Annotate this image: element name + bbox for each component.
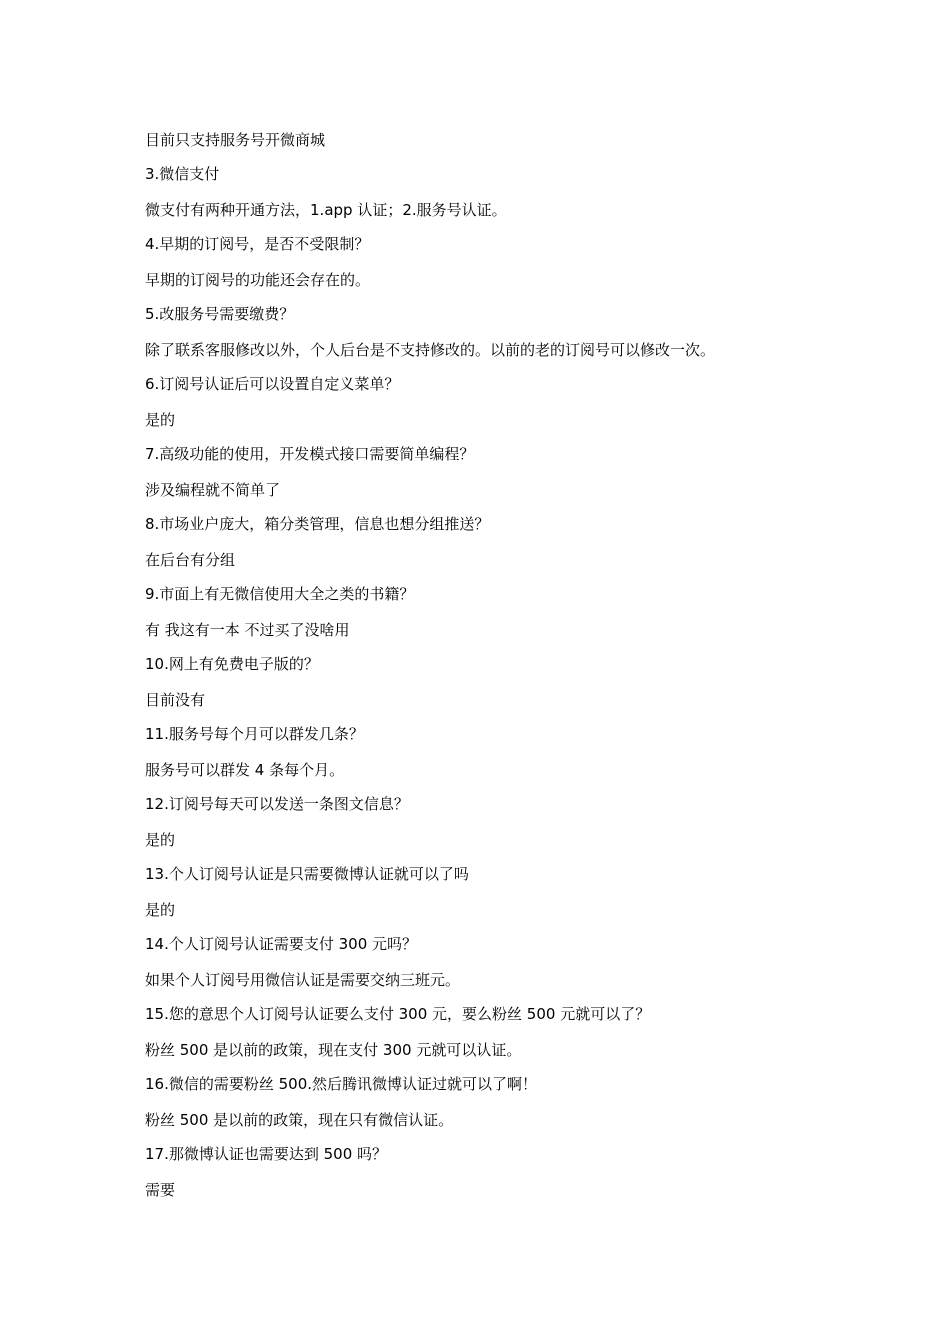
question-15: 15.您的意思个人订阅号认证要么支付 300 元，要么粉丝 500 元就可以了？ — [145, 1005, 651, 1023]
document-body — [145, 128, 845, 1212]
answer-6: 是的 — [145, 411, 176, 429]
question-7: 7.高级功能的使用，开发模式接口需要简单编程？ — [145, 445, 475, 463]
question-8: 8.市场业户庞大，箱分类管理，信息也想分组推送？ — [145, 515, 490, 533]
question-9: 9.市面上有无微信使用大全之类的书籍？ — [145, 585, 415, 603]
intro-text: 目前只支持服务号开微商城 — [145, 131, 326, 149]
answer-13: 是的 — [145, 901, 176, 919]
question-10: 10.网上有免费电子版的？ — [145, 655, 319, 673]
question-13: 13.个人订阅号认证是只需要微博认证就可以了吗 — [145, 865, 469, 883]
answer-14: 如果个人订阅号用微信认证是需要交纳三班元。 — [145, 971, 461, 989]
answer-4: 早期的订阅号的功能还会存在的。 — [145, 271, 371, 289]
question-17: 17.那微博认证也需要达到 500 吗？ — [145, 1145, 388, 1163]
question-11: 11.服务号每个月可以群发几条？ — [145, 725, 364, 743]
answer-3: 微支付有两种开通方法，1.app 认证；2.服务号认证。 — [145, 201, 507, 219]
question-5: 5.改服务号需要缴费？ — [145, 305, 295, 323]
question-16: 16.微信的需要粉丝 500.然后腾讯微博认证过就可以了啊！ — [145, 1075, 538, 1093]
question-3: 3.微信支付 — [145, 165, 220, 183]
question-14: 14.个人订阅号认证需要支付 300 元吗？ — [145, 935, 418, 953]
answer-7: 涉及编程就不简单了 — [145, 481, 281, 499]
answer-17: 需要 — [145, 1181, 176, 1199]
answer-12: 是的 — [145, 831, 176, 849]
answer-15: 粉丝 500 是以前的政策，现在支付 300 元就可以认证。 — [145, 1041, 522, 1059]
answer-11: 服务号可以群发 4 条每个月。 — [145, 761, 345, 779]
question-6: 6.订阅号认证后可以设置自定义菜单？ — [145, 375, 400, 393]
question-12: 12.订阅号每天可以发送一条图文信息？ — [145, 795, 409, 813]
answer-9: 有 我这有一本 不过买了没啥用 — [145, 621, 350, 639]
answer-16: 粉丝 500 是以前的政策，现在只有微信认证。 — [145, 1111, 454, 1129]
answer-10: 目前没有 — [145, 691, 206, 709]
answer-8: 在后台有分组 — [145, 551, 236, 569]
question-4: 4.早期的订阅号，是否不受限制？ — [145, 235, 370, 253]
answer-5: 除了联系客服修改以外，个人后台是不支持修改的。以前的老的订阅号可以修改一次。 — [145, 341, 716, 359]
